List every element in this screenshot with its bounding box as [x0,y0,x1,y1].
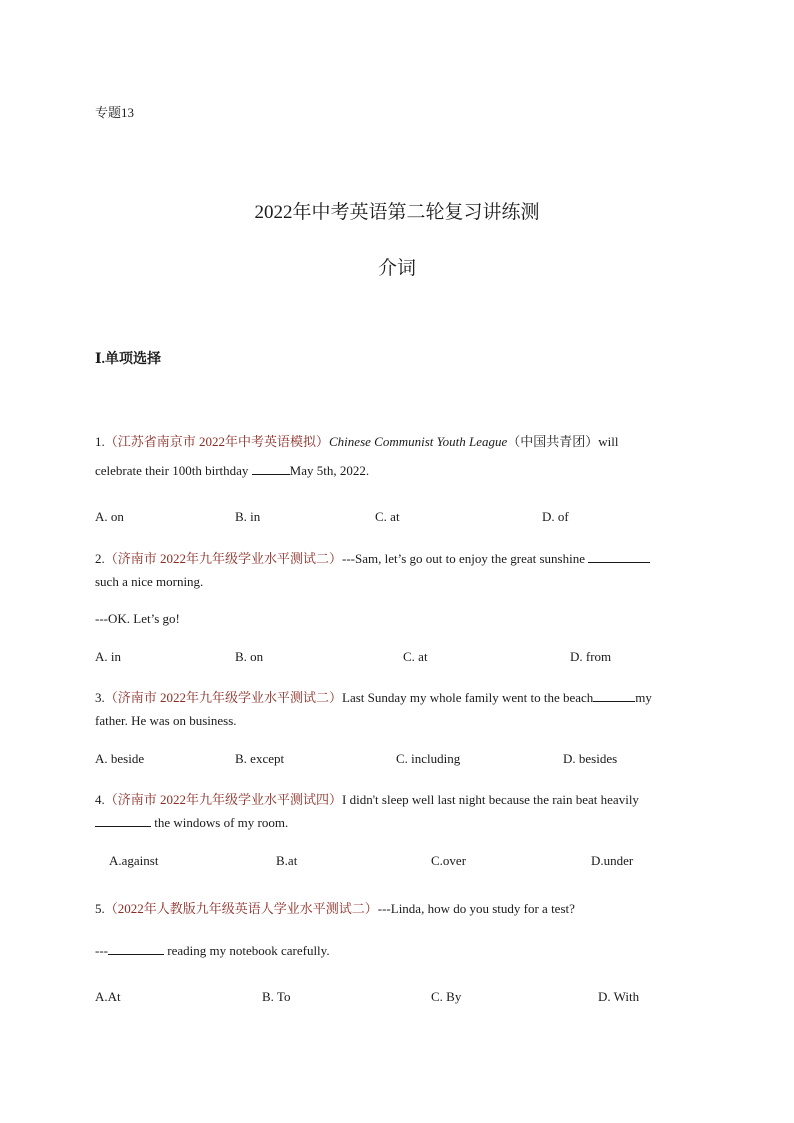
question-3-line-1 [95,687,700,706]
question-text: --- [95,943,108,958]
option-a: A. beside [95,751,145,766]
question-source: （江苏省南京市 2022年中考英语模拟） [104,434,330,449]
section-heading: Ⅰ.单项选择 [95,352,162,367]
option-d: D. besides [563,751,618,766]
question-number: 3. [95,690,105,705]
option-d: D. With [598,989,640,1004]
option-b: B.at [276,853,298,868]
question-1-line-1 [95,431,700,450]
question-text: （中国共青团）will [507,434,619,449]
question-5-line-2 [95,943,700,959]
option-c: C. including [396,751,461,766]
question-source: （2022年人教版九年级英语人学业水平测试二） [104,901,378,916]
question-2-line-2 [95,574,700,590]
question-text: May 5th, 2022. [289,463,370,478]
question-text: ---Linda, how do you study for a test? [377,901,575,916]
question-text: Chinese Communist Youth League [329,434,508,449]
answer-blank [593,690,635,702]
option-b: B. in [235,509,261,524]
answer-blank [252,463,290,475]
question-text: father. He was on business. [95,713,237,728]
option-a: A. in [95,649,121,664]
question-text: I didn't sleep well last night because the rain beat heavily [342,792,639,807]
question-5-line-1 [95,898,700,917]
question-2-line-1 [95,548,700,567]
question-text: ---Sam, let’s go out to enjoy the great sunshine [342,551,589,566]
option-c: C. at [375,509,400,524]
option-b: B. To [262,989,291,1004]
question-text: celebrate their 100th birthday [95,463,252,478]
answer-blank [95,815,151,827]
option-c: C. at [403,649,428,664]
question-text: ---OK. Let’s go! [95,611,180,626]
question-text: Last Sunday my whole family went to the beach [342,690,594,705]
question-1-line-2 [95,463,700,479]
question-2-line-3 [95,611,700,627]
question-number: 1. [95,434,105,449]
option-d: D.under [591,853,634,868]
question-number: 2. [95,551,105,566]
question-text: my [635,690,652,705]
option-d: D. from [570,649,612,664]
option-a: A.At [95,989,121,1004]
question-source: （济南市 2022年九年级学业水平测试二） [104,551,343,566]
question-number: 4. [95,792,105,807]
document-title: 2022年中考英语第二轮复习讲练测 [254,202,540,223]
document-subtitle: 介词 [377,258,416,279]
question-text: such a nice morning. [95,574,204,589]
option-c: C.over [431,853,467,868]
answer-blank [108,943,164,955]
option-a: A.against [109,853,159,868]
option-c: C. By [431,989,462,1004]
question-4-line-1 [95,789,700,808]
question-4-line-2 [95,815,700,831]
topic-tag: 专题13 [95,105,135,120]
question-number: 5. [95,901,105,916]
answer-blank [588,551,650,563]
question-3-line-2 [95,713,700,729]
option-b: B. except [235,751,285,766]
question-source: （济南市 2022年九年级学业水平测试二） [104,690,343,705]
question-source: （济南市 2022年九年级学业水平测试四） [104,792,343,807]
option-b: B. on [235,649,264,664]
question-text: the windows of my room. [151,815,289,830]
question-text: reading my notebook carefully. [164,943,330,958]
option-a: A. on [95,509,124,524]
option-d: D. of [542,509,569,524]
